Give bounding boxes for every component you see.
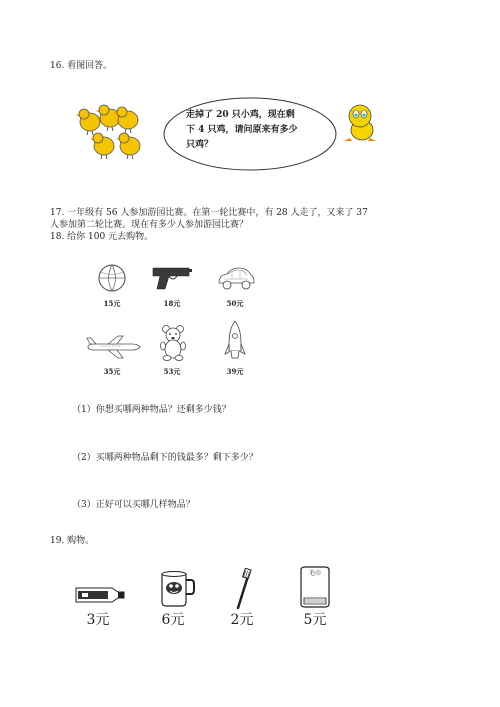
toy-car-icon <box>216 265 256 293</box>
price-mug: 6元 <box>161 612 185 628</box>
q18-question-3: （3）正好可以买哪几样物品？ <box>72 500 195 510</box>
price-toothpaste: 3元 <box>86 612 110 628</box>
price-ball: 15元 <box>103 299 121 308</box>
bubble-line-3: 只鸡？ <box>186 140 214 150</box>
q18-question-2: （2）买哪两种物品剩下的钱最多？剩下多少？ <box>72 453 258 463</box>
pistol-icon <box>151 265 193 291</box>
rocket-icon <box>224 320 246 362</box>
mug-icon <box>158 570 196 608</box>
toothbrush-icon <box>232 568 254 610</box>
q17-line-2: 人参加第二轮比赛。现在有多少人参加游园比赛？ <box>50 220 249 230</box>
toothpaste-icon <box>74 584 126 606</box>
price-pistol: 18元 <box>163 299 181 308</box>
price-bear: 53元 <box>163 367 181 376</box>
price-toothbrush: 2元 <box>230 612 254 628</box>
price-towel: 5元 <box>303 612 327 628</box>
tweety-bird-icon <box>340 102 384 146</box>
q19-title: 19. 购物。 <box>50 536 95 546</box>
bubble-line-2: 下 4 只鸡，请问原来有多少 <box>186 125 298 135</box>
q18-title: 18. 给你 100 元去购物。 <box>50 232 154 242</box>
price-rocket: 39元 <box>226 367 244 376</box>
q18-question-1: （1）你想买哪两种物品？还剩多少钱？ <box>72 405 231 415</box>
q17-line-1: 17. 一年级有 56 人参加游园比赛。在第一轮比赛中，有 28 人走了，又来了 37 <box>50 208 368 218</box>
bubble-line-1: 走掉了 20 只小鸡，现在剩 <box>186 110 295 120</box>
price-airplane: 35元 <box>103 367 121 376</box>
towel-label: 毛巾 <box>308 570 321 577</box>
chicks-group-image <box>76 98 156 164</box>
airplane-icon <box>84 334 142 360</box>
q16-title: 16. 看图回答。 <box>50 61 113 71</box>
ball-icon <box>97 262 127 294</box>
price-car: 50元 <box>226 299 244 308</box>
teddy-bear-icon <box>159 324 187 362</box>
